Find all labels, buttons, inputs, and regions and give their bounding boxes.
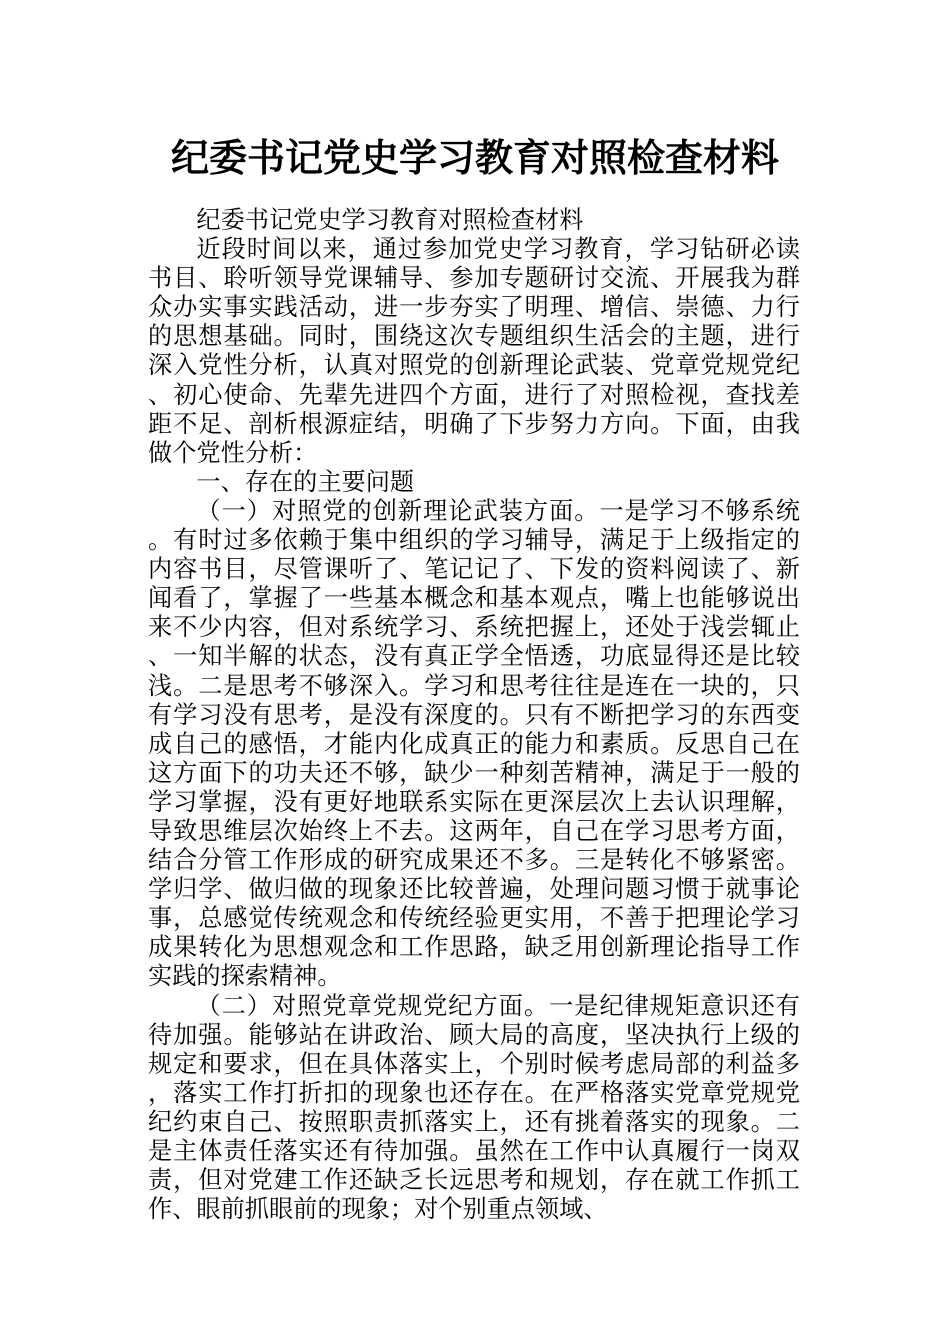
paragraph-intro: 近段时间以来，通过参加党史学习教育，学习钻研必读书目、聆听领导党课辅导、参加专题研讨交流、开展我为群众办实事实践活动，进一步夯实了明理、增信、崇德、力行的思想基础。同时，围绕这次专题组织生活会的主题，进行深入党性分析，认真对照党的创新理论武装、党章党规党纪、初心使命、先辈先进四个方面，进行了对照检视，查找差距不足、剖析根源症结，明确了下步努力方向。下面，由我做个党性分析： (148, 235, 800, 467)
document-body (148, 206, 800, 1224)
paragraph-subtitle: 纪委书记党史学习教育对照检查材料 (196, 206, 584, 234)
document-title: 纪委书记党史学习教育对照检查材料 (170, 135, 779, 180)
paragraph-theory: （一）对照党的创新理论武装方面。一是学习不够系统。有时过多依赖于集中组织的学习辅导，满足于上级指定的内容书目，尽管课听了、笔记记了、下发的资料阅读了、新闻看了，掌握了一些基本概念和基本观点，嘴上也能够说出来不少内容，但对系统学习、系统把握上，还处于浅尝辄止、一知半解的状态，没有真正学全悟透，功底显得还是比较浅。二是思考不够深入。学习和思考往往是连在一块的，只有学习没有思考，是没有深度的。只有不断把学习的东西变成自己的感悟，才能内化成真正的能力和素质。反思自己在这方面下的功夫还不够，缺少一种刻苦精神，满足于一般的学习掌握，没有更好地联系实际在更深层次上去认识理解，导致思维层次始终上不去。这两年，自己在学习思考方面，结合分管工作形成的研究成果还不多。三是转化不够紧密。学归学、做归做的现象还比较普遍，处理问题习惯于就事论事，总感觉传统观念和传统经验更实用，不善于把理论学习成果转化为思想观念和工作思路，缺乏用创新理论指导工作实践的探索精神。 (148, 496, 800, 991)
section-heading-problems: 一、存在的主要问题 (196, 467, 415, 496)
paragraph-party-rules: （二）对照党章党规党纪方面。一是纪律规矩意识还有待加强。能够站在讲政治、顾大局的高度，坚决执行上级的规定和要求，但在具体落实上，个别时候考虑局部的利益多，落实工作打折扣的现象也还存在。在严格落实党章党规党纪约束自己、按照职责抓落实上，还有挑着落实的现象。二是主体责任落实还有待加强。虽然在工作中认真履行一岗双责，但对党建工作还缺乏长远思考和规划，存在就工作抓工作、眼前抓眼前的现象；对个别重点领域、 (148, 991, 800, 1224)
